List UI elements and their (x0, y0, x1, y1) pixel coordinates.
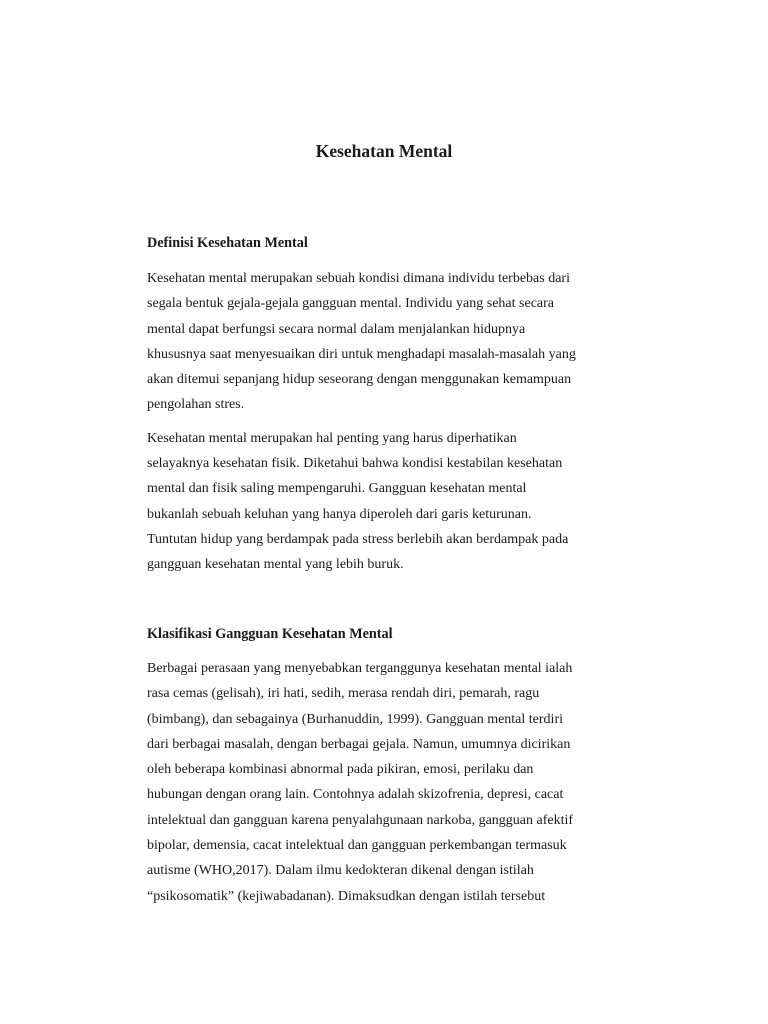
page-title: Kesehatan Mental (315, 141, 453, 161)
text-line: bukanlah sebuah keluhan yang hanya diperoleh dari garis keturunan. (147, 506, 532, 522)
section-heading: Definisi Kesehatan Mental (147, 235, 308, 251)
text-line: dari berbagai masalah, dengan berbagai gejala. Namun, umumnya dicirikan (147, 736, 571, 752)
text-line: hubungan dengan orang lain. Contohnya adalah skizofrenia, depresi, cacat (147, 787, 564, 803)
text-line: pengolahan stres. (147, 397, 245, 413)
text-line: Berbagai perasaan yang menyebabkan terganggunya kesehatan mental ialah (147, 661, 573, 676)
text-line: gangguan kesehatan mental yang lebih buruk. (147, 557, 404, 573)
text-line: Kesehatan mental merupakan sebuah kondisi dimana individu terbebas dari (147, 271, 570, 286)
paragraph (147, 656, 627, 909)
text-line: akan ditemui sepanjang hidup seseorang dengan menggunakan kemampuan (147, 372, 572, 388)
text-line: intelektual dan gangguan karena penyalahgunaan narkoba, gangguan afektif (147, 812, 574, 828)
text-line: mental dapat berfungsi secara normal dalam menjalankan hidupnya (147, 321, 526, 337)
text-line: segala bentuk gejala-gejala gangguan mental. Individu yang sehat secara (147, 296, 554, 312)
text-line: mental dan fisik saling mempengaruhi. Gangguan kesehatan mental (147, 481, 527, 497)
text-line: bipolar, demensia, cacat intelektual dan gangguan perkembangan termasuk (147, 838, 567, 854)
section-klasifikasi (147, 624, 627, 909)
text-line: rasa cemas (gelisah), iri hati, sedih, merasa rendah diri, pemarah, ragu (147, 686, 540, 702)
paragraph (147, 266, 627, 418)
text-line: (bimbang), dan sebagainya (Burhanuddin, 1999). Gangguan mental terdiri (147, 711, 563, 727)
text-line: Tuntutan hidup yang berdampak pada stress berlebih akan berdampak pada (147, 531, 569, 547)
paragraph (147, 426, 627, 578)
text-line: oleh beberapa kombinasi abnormal pada pikiran, emosi, perilaku dan (147, 762, 534, 778)
text-line: Kesehatan mental merupakan hal penting yang harus diperhatikan (147, 430, 517, 446)
text-line: “psikosomatik” (kejiwabadanan). Dimaksudkan dengan istilah tersebut (147, 888, 546, 904)
text-line: autisme (WHO,2017). Dalam ilmu kedokteran dikenal dengan istilah (147, 863, 534, 879)
text-line: selayaknya kesehatan fisik. Diketahui bahwa kondisi kestabilan kesehatan (147, 456, 563, 472)
section-definisi (147, 233, 627, 578)
section-heading: Klasifikasi Gangguan Kesehatan Mental (147, 626, 393, 642)
text-line: khususnya saat menyesuaikan diri untuk menghadapi masalah-masalah yang (147, 346, 576, 362)
